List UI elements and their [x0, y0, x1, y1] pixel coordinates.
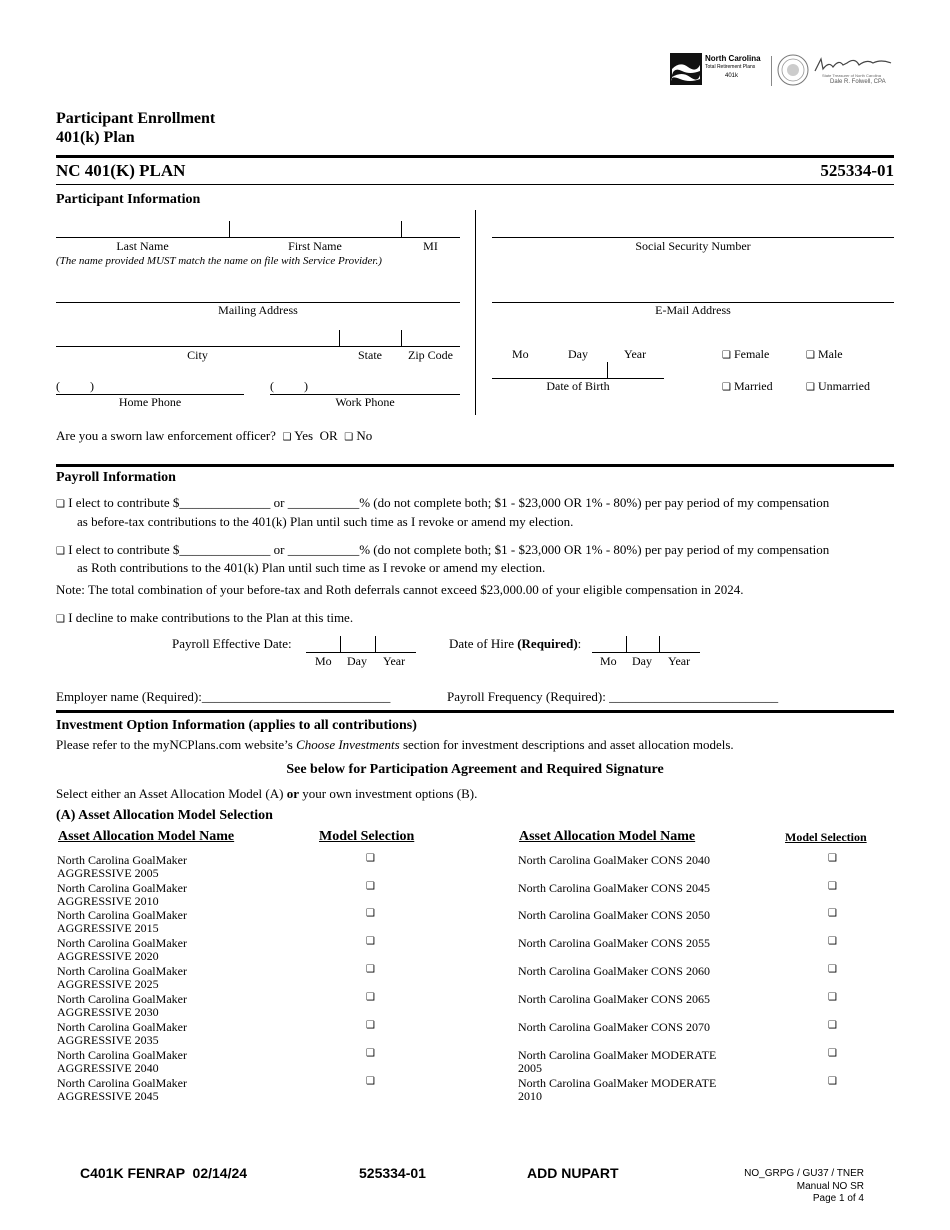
- married-option[interactable]: ❑ Married: [722, 379, 773, 393]
- deferral-note: Note: The total combination of your before-tax and Roth deferrals cannot exceed $23,000.00 of your eligible compensation in 2024.: [56, 582, 744, 597]
- nc-logo-plan: 401k: [725, 73, 739, 79]
- mi-label: MI: [423, 239, 438, 253]
- footer-page: Page 1 of 4: [812, 1193, 864, 1204]
- female-option[interactable]: ❑ Female: [722, 347, 770, 361]
- employer-name-field[interactable]: Employer name (Required):_____________________________: [56, 689, 391, 704]
- hire-mo-label: Mo: [600, 654, 617, 668]
- nc-logo-title: North Carolina: [705, 54, 761, 63]
- model-checkbox[interactable]: ❑: [828, 992, 837, 1003]
- ssn-label: Social Security Number: [635, 239, 751, 253]
- dob-year-label: Year: [624, 347, 647, 361]
- table-row-right-name: North Carolina GoalMaker MODERATE 2010: [518, 1076, 717, 1103]
- leo-no-label: No: [356, 428, 373, 443]
- footer-plan-number: 525334-01: [359, 1165, 426, 1181]
- model-checkbox[interactable]: ❑: [366, 1020, 375, 1031]
- dob-label: Date of Birth: [546, 379, 610, 393]
- form-title: Participant Enrollment: [56, 110, 216, 127]
- model-checkbox[interactable]: ❑: [828, 1020, 837, 1031]
- model-checkbox[interactable]: ❑: [366, 853, 375, 864]
- left-col-name-header: Asset Allocation Model Name: [58, 829, 235, 844]
- right-col-selection-header: Model Selection: [785, 830, 867, 844]
- table-row-right-name: North Carolina GoalMaker CONS 2065: [518, 992, 710, 1006]
- pretax-option[interactable]: ❑ I elect to contribute $______________ or ___________% (do not complete both; $1 - $23,000 OR 1% - 80%) per pay period of my compensation: [56, 495, 830, 510]
- last-name-label: Last Name: [116, 239, 169, 253]
- model-checkbox[interactable]: ❑: [828, 853, 837, 864]
- mailing-address-label: Mailing Address: [218, 303, 298, 317]
- ssn-field[interactable]: [492, 237, 894, 238]
- model-checkbox[interactable]: ❑: [828, 1048, 837, 1059]
- dob-day-label: Day: [568, 347, 588, 361]
- nc-logo: [670, 52, 770, 86]
- leo-no-checkbox[interactable]: ❑: [344, 432, 354, 443]
- footer-manual: Manual NO SR: [796, 1181, 864, 1192]
- see-below-notice: See below for Participation Agreement and Required Signature: [286, 762, 664, 777]
- model-checkbox[interactable]: ❑: [828, 881, 837, 892]
- unmarried-option[interactable]: ❑ Unmarried: [806, 379, 870, 393]
- table-row-left-name: North Carolina GoalMaker AGGRESSIVE 2040: [57, 1048, 187, 1075]
- table-row-right-name: North Carolina GoalMaker MODERATE 2005: [518, 1048, 717, 1075]
- effective-day-label: Day: [347, 654, 367, 668]
- wave-icon: [670, 53, 702, 85]
- home-phone-paren: ( ): [56, 379, 94, 393]
- table-row-left-name: North Carolina GoalMaker AGGRESSIVE 2005: [57, 853, 187, 880]
- model-checkbox[interactable]: ❑: [366, 936, 375, 947]
- participant-section-title: Participant Information: [56, 192, 201, 207]
- leo-yes-checkbox[interactable]: ❑: [282, 432, 292, 443]
- table-row-left-name: North Carolina GoalMaker AGGRESSIVE 2030: [57, 992, 187, 1019]
- leo-question: Are you a sworn law enforcement officer? ❑ Yes OR ❑ No: [56, 428, 373, 443]
- payroll-section-title: Payroll Information: [56, 470, 176, 485]
- table-row-left-name: North Carolina GoalMaker AGGRESSIVE 2010: [57, 881, 187, 908]
- select-instruction: Select either an Asset Allocation Model (A) or your own investment options (B).: [56, 786, 478, 801]
- table-row-right-name: North Carolina GoalMaker CONS 2040: [518, 853, 710, 867]
- male-checkbox[interactable]: ❑: [806, 350, 815, 361]
- investment-section-title: Investment Option Information (applies to all contributions): [56, 718, 417, 733]
- state-label: State: [358, 348, 382, 362]
- leo-yes-label: Yes: [294, 428, 314, 443]
- model-checkbox[interactable]: ❑: [828, 964, 837, 975]
- effective-year-label: Year: [383, 654, 406, 668]
- zip-label: Zip Code: [408, 348, 453, 362]
- participant-divider: [475, 210, 476, 415]
- table-row-left-name: North Carolina GoalMaker AGGRESSIVE 2025: [57, 964, 187, 991]
- left-col-selection-header: Model Selection: [319, 829, 415, 844]
- nc-logo-subtitle: Total Retirement Plans: [705, 64, 756, 70]
- male-option[interactable]: ❑ Male: [806, 347, 843, 361]
- header-rule: [56, 155, 894, 158]
- name-field[interactable]: [56, 237, 460, 238]
- effective-date-label: Payroll Effective Date:: [172, 636, 292, 651]
- model-checkbox[interactable]: ❑: [366, 908, 375, 919]
- table-row-right-name: North Carolina GoalMaker CONS 2045: [518, 881, 710, 895]
- right-col-name-header: Asset Allocation Model Name: [519, 829, 696, 844]
- unmarried-checkbox[interactable]: ❑: [806, 382, 815, 393]
- hire-date-field[interactable]: [592, 652, 700, 653]
- city-state-zip-field[interactable]: [56, 346, 460, 347]
- model-checkbox[interactable]: ❑: [828, 908, 837, 919]
- table-row-left-name: North Carolina GoalMaker AGGRESSIVE 2015: [57, 908, 187, 935]
- state-seal-icon: [777, 54, 809, 86]
- effective-date-field[interactable]: [306, 652, 416, 653]
- footer-form-code: C401K FENRAP 02/14/24: [80, 1165, 248, 1181]
- city-label: City: [187, 348, 208, 362]
- work-phone-label: Work Phone: [335, 395, 395, 409]
- female-checkbox[interactable]: ❑: [722, 350, 731, 361]
- home-phone-label: Home Phone: [118, 395, 182, 409]
- model-checkbox[interactable]: ❑: [828, 1076, 837, 1087]
- asset-allocation-subsection: (A) Asset Allocation Model Selection: [56, 808, 273, 823]
- table-row-left-name: North Carolina GoalMaker AGGRESSIVE 2020: [57, 936, 187, 963]
- footer-action: ADD NUPART: [527, 1165, 619, 1181]
- hire-day-label: Day: [632, 654, 652, 668]
- hire-year-label: Year: [668, 654, 691, 668]
- dob-mo-label: Mo: [512, 347, 529, 361]
- roth-line2: as Roth contributions to the 401(k) Plan until such time as I revoke or amend my election.: [77, 560, 546, 575]
- roth-option[interactable]: ❑ I elect to contribute $______________ or ___________% (do not complete both; $1 - $23,000 OR 1% - 80%) per pay period of my compensation: [56, 542, 830, 557]
- treasurer-signature: [811, 55, 896, 75]
- model-checkbox[interactable]: ❑: [828, 936, 837, 947]
- payroll-rule: [56, 464, 894, 467]
- decline-option[interactable]: ❑ I decline to make contributions to the Plan at this time.: [56, 610, 354, 625]
- form-subtitle: 401(k) Plan: [56, 129, 135, 146]
- investment-rule: [56, 710, 894, 713]
- plan-number: 525334-01: [820, 161, 894, 180]
- hire-date-label: Date of Hire (Required):: [449, 636, 582, 651]
- married-checkbox[interactable]: ❑: [722, 382, 731, 393]
- pretax-checkbox[interactable]: ❑: [56, 499, 65, 510]
- model-checkbox[interactable]: ❑: [366, 881, 375, 892]
- table-row-right-name: North Carolina GoalMaker CONS 2060: [518, 964, 710, 978]
- treasurer-name: Dale R. Folwell, CPA: [830, 79, 886, 85]
- name-note: (The name provided MUST match the name on file with Service Provider.): [56, 255, 382, 267]
- model-checkbox[interactable]: ❑: [366, 964, 375, 975]
- investment-refer: Please refer to the myNCPlans.com website’s Choose Investments section for investment descriptions and asset allocation models.: [56, 737, 734, 752]
- payroll-frequency-field[interactable]: Payroll Frequency (Required): __________________________: [447, 689, 779, 704]
- table-row-right-name: North Carolina GoalMaker CONS 2050: [518, 908, 710, 922]
- logo-divider: [771, 56, 772, 86]
- roth-checkbox[interactable]: ❑: [56, 546, 65, 557]
- first-name-label: First Name: [288, 239, 342, 253]
- plan-rule: [56, 184, 894, 185]
- plan-name: NC 401(K) PLAN: [56, 161, 186, 180]
- table-row-left-name: North Carolina GoalMaker AGGRESSIVE 2035: [57, 1020, 187, 1047]
- work-phone-paren: ( ): [270, 379, 308, 393]
- pretax-line2: as before-tax contributions to the 401(k) Plan until such time as I revoke or amend my election.: [77, 514, 574, 529]
- email-label: E-Mail Address: [655, 303, 731, 317]
- table-row-right-name: North Carolina GoalMaker CONS 2070: [518, 1020, 710, 1034]
- decline-checkbox[interactable]: ❑: [56, 614, 65, 625]
- table-row-right-name: North Carolina GoalMaker CONS 2055: [518, 936, 710, 950]
- footer-codes: NO_GRPG / GU37 / TNER: [744, 1168, 864, 1179]
- model-checkbox[interactable]: ❑: [366, 1048, 375, 1059]
- model-checkbox[interactable]: ❑: [366, 992, 375, 1003]
- model-checkbox[interactable]: ❑: [366, 1076, 375, 1087]
- treasurer-title: State Treasurer of North Carolina: [822, 73, 881, 78]
- table-row-left-name: North Carolina GoalMaker AGGRESSIVE 2045: [57, 1076, 187, 1103]
- effective-mo-label: Mo: [315, 654, 332, 668]
